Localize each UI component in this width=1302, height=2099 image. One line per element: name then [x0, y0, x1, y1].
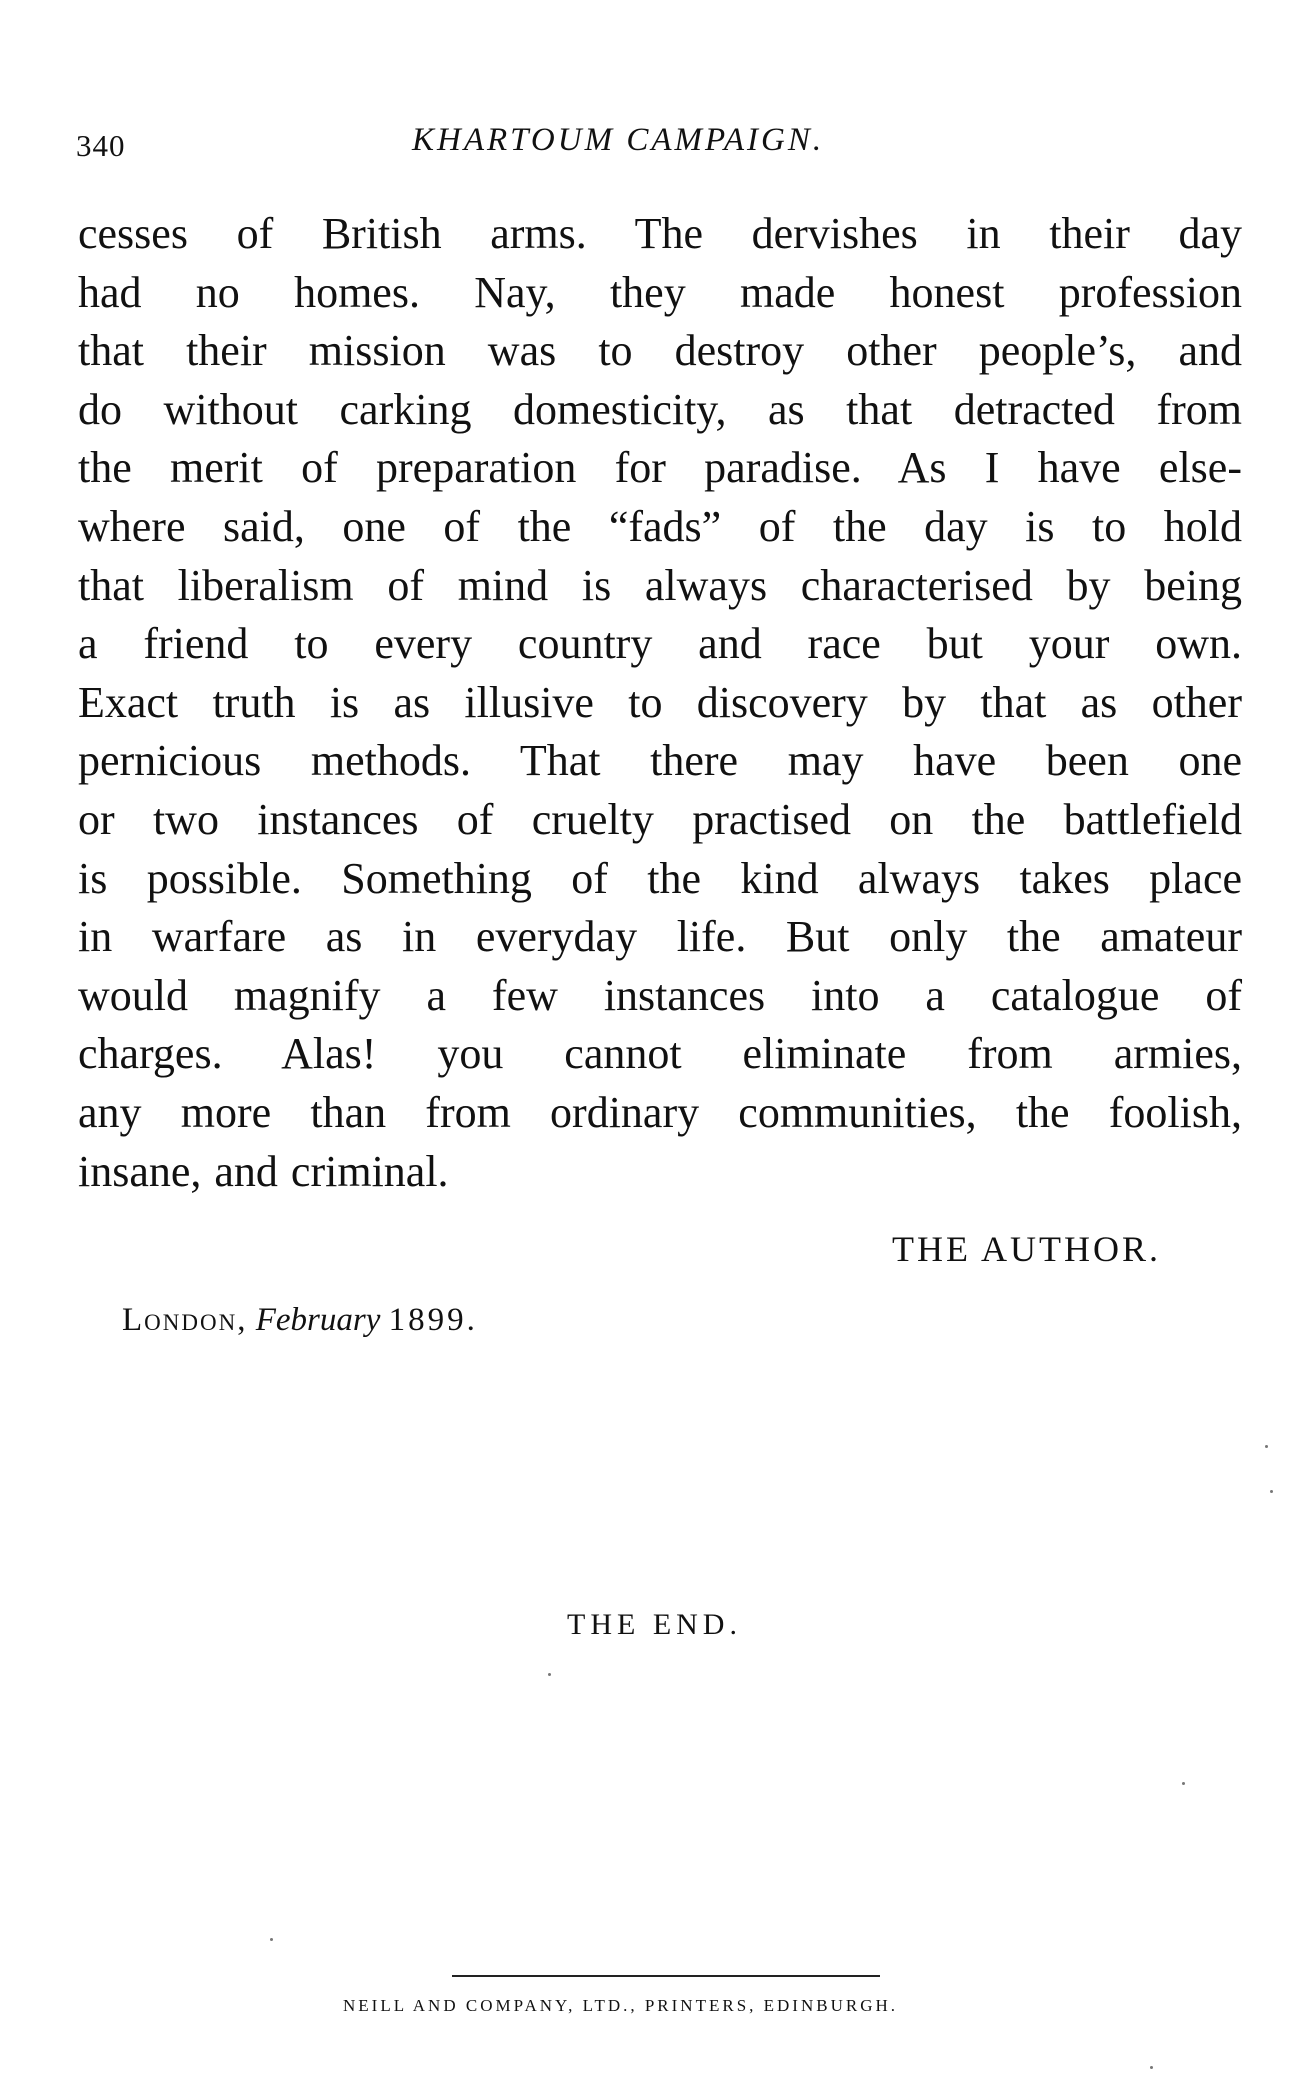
scan-speck [1150, 2066, 1153, 2069]
text-line: pernicious methods. That there may have been one [78, 736, 1242, 786]
text-line: would magnify a few instances into a catalogue of [78, 970, 1242, 1020]
text-line: cesses of British arms. The dervishes in their day [78, 209, 1242, 258]
scan-speck [548, 1673, 551, 1676]
text-line: do without carking domesticity, as that detracted from [78, 384, 1242, 434]
running-title: KHARTOUM CAMPAIGN. [412, 122, 825, 158]
scan-speck [1182, 1782, 1185, 1785]
text-line: charges. Alas! you cannot eliminate from armies, [78, 1029, 1242, 1079]
imprint-rule [452, 1975, 880, 1977]
text-line: the merit of preparation for paradise. As I have else- [78, 443, 1242, 493]
text-line: Exact truth is as illusive to discovery by that as other [78, 677, 1242, 727]
printer-imprint: NEILL AND COMPANY, LTD., PRINTERS, EDINBURGH. [343, 1996, 899, 2015]
dateline [122, 1302, 478, 1339]
text-line: insane, and criminal. [78, 1146, 449, 1196]
text-line: any more than from ordinary communities, the foolish, [78, 1087, 1242, 1137]
text-line: where said, one of the “fads” of the day is to hold [78, 501, 1242, 551]
scan-speck [1270, 1490, 1273, 1493]
the-end-heading: THE END. [567, 1608, 742, 1641]
page-number: 340 [76, 128, 126, 163]
text-line: in warfare as in everyday life. But only the amateur [78, 912, 1242, 962]
scan-speck [270, 1938, 273, 1941]
text-line: had no homes. Nay, they made honest profession [78, 267, 1242, 317]
author-signature: THE AUTHOR. [892, 1229, 1161, 1269]
dateline-month: February [255, 1302, 381, 1338]
text-line: that their mission was to destroy other people’s, and [78, 326, 1242, 376]
text-line: a friend to every country and race but your own. [78, 619, 1242, 669]
scan-speck [1265, 1445, 1268, 1448]
body-paragraph [78, 205, 1242, 1201]
text-line: is possible. Something of the kind always takes place [78, 853, 1242, 903]
text-line: that liberalism of mind is always characterised by being [78, 560, 1242, 610]
dateline-year: 1899. [388, 1302, 478, 1338]
text-line: or two instances of cruelty practised on the battlefield [78, 794, 1242, 844]
dateline-place: London, [122, 1302, 248, 1338]
